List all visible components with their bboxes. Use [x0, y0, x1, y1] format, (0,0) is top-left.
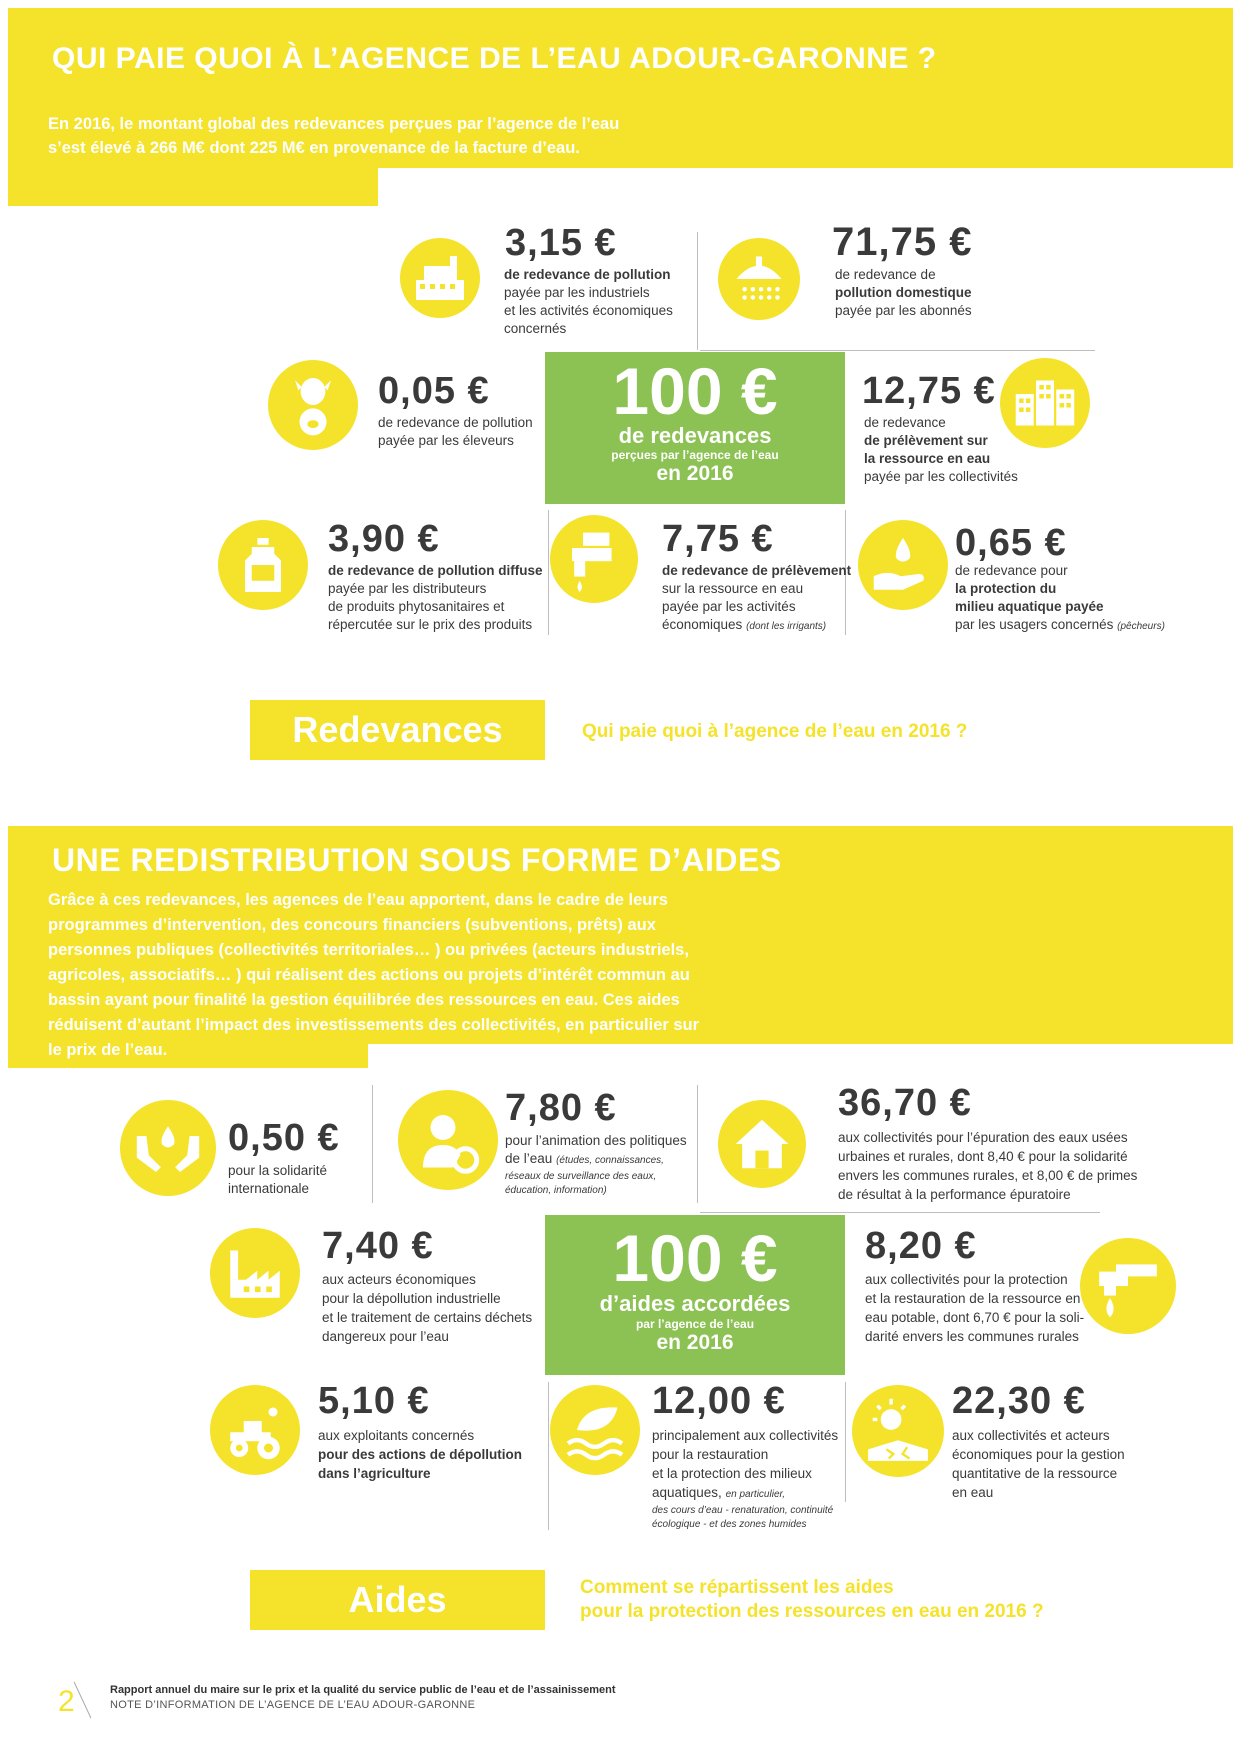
- hands-drop-icon: [120, 1100, 216, 1196]
- cow-pig-icon: [268, 360, 358, 450]
- item-description: de redevance pour la protection du milieu aquatique payée par les usagers concernés (pêcheurs): [955, 563, 1165, 632]
- sun-drought-icon: [852, 1385, 944, 1477]
- footer-slash: [74, 1682, 92, 1719]
- amount-value: 36,70 €: [838, 1082, 972, 1124]
- page-number: 2: [58, 1685, 75, 1718]
- total-sublabel: par l’agence de l’eau: [635, 1317, 755, 1331]
- redevances-label: Redevances: [250, 700, 545, 760]
- hand-drop-icon: [858, 520, 948, 610]
- item-description: de redevance de prélèvement sur la ressource en eau payée par les collectivités: [864, 415, 1018, 484]
- aides-question: Comment se répartissent les aides pour la protection des ressources en eau en 2016 ?: [580, 1577, 1044, 1622]
- divider: [700, 1212, 1100, 1213]
- amount-value: 0,05 €: [378, 370, 490, 412]
- amount-value: 22,30 €: [952, 1380, 1086, 1422]
- amount-value: 0,50 €: [228, 1117, 340, 1159]
- amount-value: 8,20 €: [865, 1225, 977, 1267]
- divider: [845, 1382, 846, 1502]
- total-amount: 100 €: [612, 1221, 778, 1295]
- section1-header-extension: [8, 168, 378, 206]
- tractor-icon: [210, 1385, 300, 1475]
- amount-value: 7,75 €: [662, 518, 774, 560]
- divider: [700, 350, 1095, 351]
- amount-value: 0,65 €: [955, 522, 1067, 564]
- item-description: aux exploitants concernés pour des actions de dépollution dans l’agriculture: [318, 1428, 523, 1481]
- section2-title: UNE REDISTRIBUTION SOUS FORME D’AIDES: [52, 842, 782, 878]
- tap-icon: [550, 515, 638, 603]
- aides-label: Aides: [250, 1570, 545, 1630]
- amount-value: 71,75 €: [832, 220, 973, 264]
- house-icon: [718, 1100, 806, 1188]
- amount-value: 3,15 €: [505, 222, 617, 264]
- item-description: de redevance de pollution domestique payée par les abonnés: [835, 267, 972, 318]
- factory-icon: [400, 238, 480, 318]
- footer-text: Rapport annuel du maire sur le prix et la qualité du service public de l’eau et de l’assainissement NOTE D’INFORMATION DE L’AGENCE DE L’EAU ADOUR-GARONNE: [110, 1684, 616, 1711]
- item-description: de redevance de pollution payée par les industriels et les activités économiques concernés: [504, 267, 673, 336]
- item-description: de redevance de prélèvement sur la ressource en eau payée par les activités économiques (dont les irrigants): [662, 563, 852, 632]
- total-label: de redevances: [618, 423, 772, 448]
- amount-value: 12,00 €: [652, 1380, 786, 1422]
- item-description: aux collectivités et acteurs économiques pour la gestion quantitative de la ressource en eau: [952, 1428, 1125, 1500]
- section1-intro: En 2016, le montant global des redevances perçues par l’agence de l’eau s’est élevé à 266 M€ dont 225 M€ en provenance de la facture d’eau.: [48, 115, 620, 157]
- tap-drop-icon: [1080, 1238, 1176, 1334]
- total-label: d’aides accordées: [599, 1291, 791, 1316]
- item-description: pour l’animation des politiques de l’eau (études, connaissances, réseaux de surveillance des eaux, éducation, information): [505, 1133, 687, 1196]
- amount-value: 7,40 €: [322, 1225, 434, 1267]
- divider: [697, 1085, 698, 1203]
- amount-value: 3,90 €: [328, 518, 440, 560]
- item-description: de redevance de pollution payée par les éleveurs: [378, 415, 533, 448]
- total-redevances-box: [545, 352, 845, 504]
- divider: [372, 1085, 373, 1203]
- divider: [548, 1382, 549, 1530]
- amount-value: 5,10 €: [318, 1380, 430, 1422]
- amount-value: 7,80 €: [505, 1087, 617, 1129]
- shower-icon: [718, 238, 800, 320]
- divider: [548, 510, 549, 635]
- total-sublabel: perçues par l’agence de l’eau: [611, 448, 779, 462]
- item-description: aux acteurs économiques pour la dépollution industrielle et le traitement de certains déchets dangereux pour l’eau: [322, 1272, 533, 1344]
- total-aides-box: [545, 1215, 845, 1375]
- item-description: principalement aux collectivités pour la restauration et la protection des milieux aquatiques, en particulier, des cours d’eau - renaturation, continuité écologique - et des zones humides: [652, 1428, 839, 1530]
- bottle-icon: [218, 520, 308, 610]
- redevances-question: Qui paie quoi à l’agence de l’eau en 2016 ?: [582, 721, 968, 742]
- person-magnifier-icon: [398, 1090, 498, 1190]
- item-description: pour la solidarité internationale: [228, 1163, 328, 1196]
- divider: [697, 232, 698, 350]
- factory-icon: [210, 1228, 300, 1318]
- total-year: en 2016: [656, 462, 734, 485]
- section2-intro: Grâce à ces redevances, les agences de l’eau apportent, dans le cadre de leurs programmes d’intervention, des concours financiers (subventions, prêts) aux personnes publiques (collectivités territoriales… ) ou privées (acteurs industriels, agricoles, associatifs… ) qui réalisent des actions ou projets d’intérêt commun au bassin ayant pour finalité la gestion équilibrée des ressources en eau. Ces aides réduisent d’autant l’impact des investissements des collectivités, en particulier sur le prix de l’eau.: [48, 891, 700, 1059]
- amount-value: 12,75 €: [862, 370, 996, 412]
- total-year: en 2016: [656, 1331, 734, 1354]
- item-description: aux collectivités pour la protection et la restauration de la ressource en eau potable, dont 6,70 € pour la soli- darité envers les communes rurales: [865, 1272, 1085, 1344]
- section1-title: QUI PAIE QUOI À L’AGENCE DE L’EAU ADOUR-GARONNE ?: [52, 42, 937, 75]
- item-description: de redevance de pollution diffuse payée par les distributeurs de produits phytosanitaires et répercutée sur le prix des produits: [328, 563, 543, 632]
- leaf-water-icon: [550, 1385, 640, 1475]
- item-description: aux collectivités pour l’épuration des eaux usées urbaines et rurales, dont 8,40 € pour la solidarité envers les communes rurales, et 8,00 € de primes de résultat à la performance épuratoire: [838, 1130, 1138, 1202]
- total-amount: 100 €: [612, 354, 778, 428]
